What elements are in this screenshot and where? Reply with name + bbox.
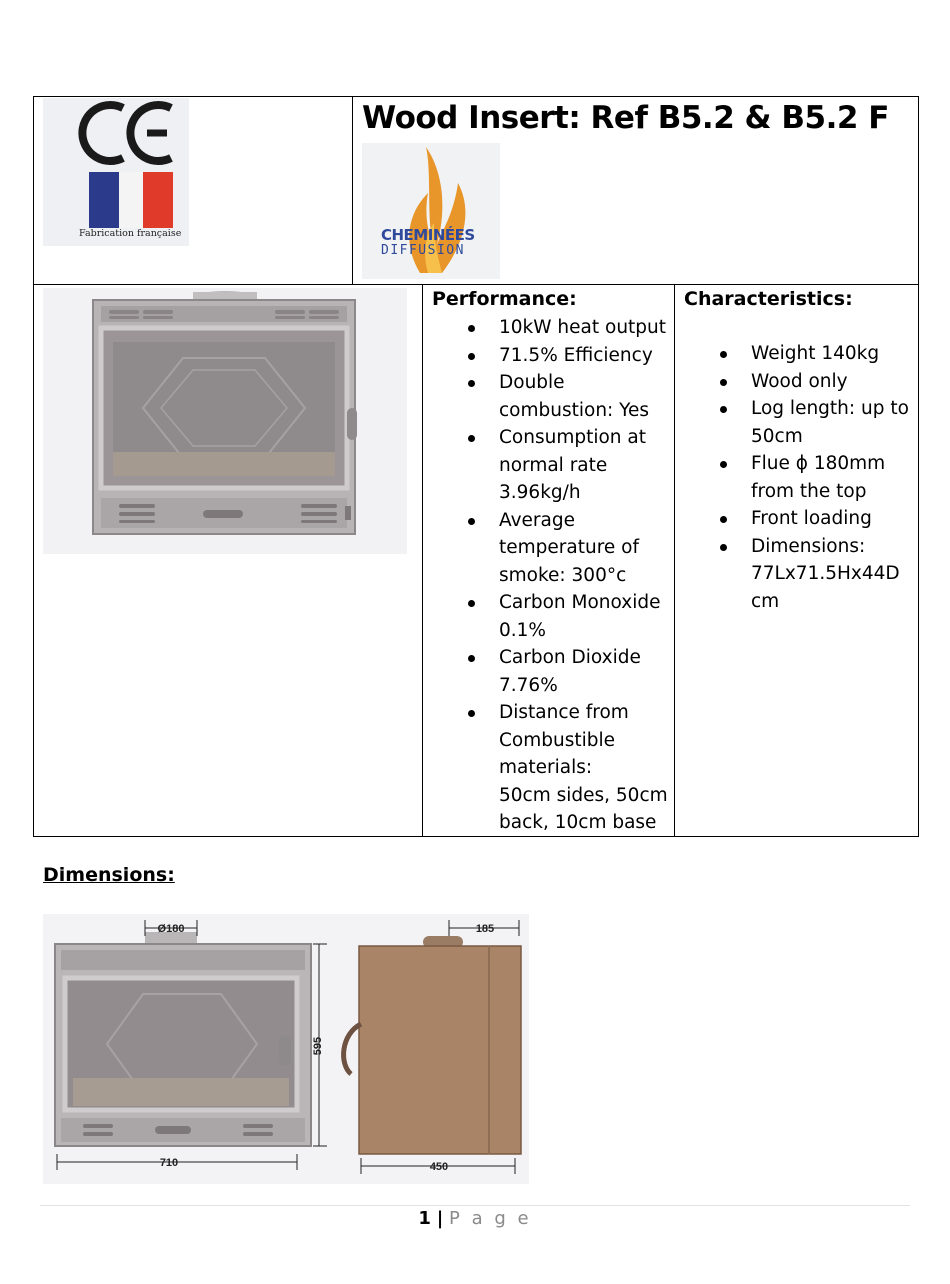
performance-item (499, 507, 671, 590)
performance-item (499, 699, 671, 837)
dimensions-heading: Dimensions: (43, 864, 175, 886)
item-text: 0.1% (499, 619, 546, 641)
item-text: Average (499, 509, 575, 531)
dim-height-label: 595 (312, 1036, 324, 1056)
performance-list (499, 314, 671, 837)
item-text: Distance from (499, 702, 629, 723)
performance-item (499, 369, 671, 424)
item-text: Log length: up to (751, 398, 909, 419)
dimensions-illustration (43, 914, 529, 1184)
item-text: materials: (499, 757, 593, 778)
characteristics-item (751, 395, 915, 450)
item-text: Combustible (499, 729, 616, 751)
performance-heading: Performance: (432, 288, 577, 310)
flame-icon (362, 143, 500, 279)
dim-depth-top-label: 185 (475, 923, 495, 935)
item-text: 3.96kg/h (499, 482, 581, 503)
item-text: Front loading (751, 508, 872, 529)
item-text: Weight 140kg (751, 343, 880, 364)
item-text: Dimensions: (751, 535, 866, 557)
item-text: 7.76% (499, 674, 558, 696)
dim-flue-label: Ø180 (157, 923, 185, 935)
footer-separator: | (436, 1208, 444, 1229)
ce-mark-icon (43, 98, 189, 246)
brand-name-line2: DIFFUSION (381, 243, 465, 258)
item-text: 77Lx71.5Hx44D (751, 563, 900, 584)
ce-caption: Fabrication française (79, 228, 182, 239)
dim-depth-label: 450 (429, 1161, 449, 1173)
characteristics-item (751, 368, 915, 396)
characteristics-item (751, 340, 915, 368)
item-text: 50cm sides, 50cm (499, 784, 668, 806)
characteristics-heading: Characteristics: (684, 288, 853, 310)
characteristics-item (751, 450, 915, 505)
page-footer (0, 1208, 950, 1229)
brand-logo (362, 143, 500, 279)
item-text: Wood only (751, 370, 848, 392)
performance-item (499, 314, 671, 342)
item-text: temperature of (499, 537, 639, 558)
dimensions-drawing (43, 914, 529, 1184)
page-label: P a g e (449, 1208, 532, 1229)
item-text: 10kW heat output (499, 317, 667, 338)
item-text: back, 10cm base (499, 812, 657, 833)
ce-logo (43, 98, 189, 246)
footer-divider (40, 1205, 910, 1206)
dim-width-label: 710 (159, 1157, 179, 1169)
performance-item (499, 424, 671, 507)
item-text: Carbon Dioxide (499, 647, 641, 668)
item-text: 50cm (751, 425, 803, 447)
product-photo (43, 288, 407, 554)
performance-item (499, 342, 671, 370)
page-number: 1 (418, 1208, 431, 1229)
item-text: Flue ϕ 180mm (751, 453, 886, 474)
item-text: 71.5% Efficiency (499, 344, 653, 366)
item-text: Carbon Monoxide (499, 592, 661, 613)
item-text: normal rate (499, 454, 608, 476)
item-text: smoke: 300°c (499, 564, 627, 586)
characteristics-list (751, 340, 915, 615)
item-text: from the top (751, 480, 867, 502)
item-text: Double (499, 372, 565, 393)
characteristics-item (751, 505, 915, 533)
brand-name-line1: CHEMINÉES (381, 226, 475, 244)
item-text: cm (751, 590, 780, 612)
performance-item (499, 589, 671, 644)
item-text: Consumption at (499, 427, 646, 448)
item-text: combustion: Yes (499, 399, 650, 421)
page-title: Wood Insert: Ref B5.2 & B5.2 F (362, 100, 889, 136)
fireplace-front-illustration (43, 288, 407, 554)
performance-item (499, 644, 671, 699)
characteristics-item (751, 533, 915, 616)
